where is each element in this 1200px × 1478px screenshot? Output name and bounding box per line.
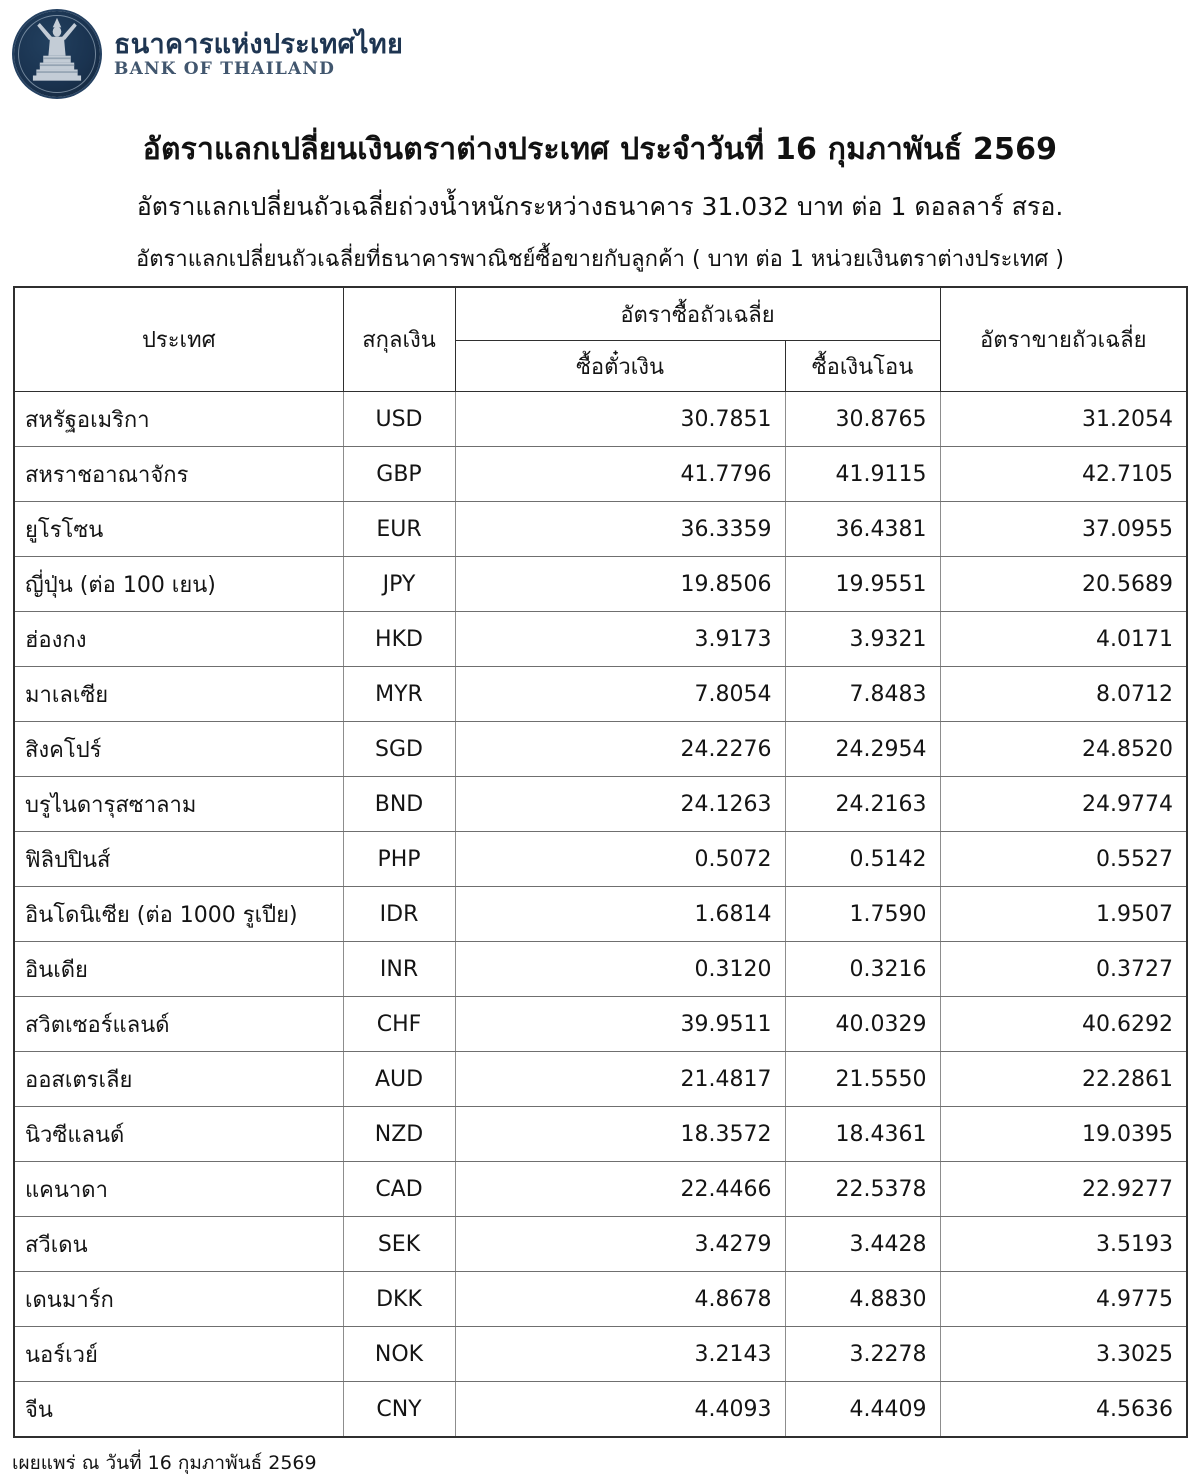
brand-name-english: BANK OF THAILAND xyxy=(114,58,336,79)
table-row xyxy=(14,392,1187,447)
cell-buying-transfer: 24.2954 xyxy=(785,722,940,777)
cell-buying-bill: 0.5072 xyxy=(455,832,785,887)
cell-buying-transfer: 3.4428 xyxy=(785,1217,940,1272)
cell-selling: 22.9277 xyxy=(940,1162,1187,1217)
published-date: เผยแพร่ ณ วันที่ 16 กุมภาพันธ์ 2569 xyxy=(12,1452,317,1474)
cell-buying-bill: 39.9511 xyxy=(455,997,785,1052)
cell-selling: 0.5527 xyxy=(940,832,1187,887)
table-row xyxy=(14,612,1187,667)
header-row-primary xyxy=(14,287,1187,341)
table-row xyxy=(14,832,1187,887)
cell-buying-transfer: 4.8830 xyxy=(785,1272,940,1327)
table-row xyxy=(14,722,1187,777)
cell-buying-bill: 3.2143 xyxy=(455,1327,785,1382)
cell-currency: AUD xyxy=(343,1052,455,1107)
table-row xyxy=(14,777,1187,832)
cell-selling: 42.7105 xyxy=(940,447,1187,502)
table-row xyxy=(14,1052,1187,1107)
cell-currency: CAD xyxy=(343,1162,455,1217)
cell-buying-transfer: 18.4361 xyxy=(785,1107,940,1162)
table-row xyxy=(14,1107,1187,1162)
cell-buying-bill: 4.4093 xyxy=(455,1382,785,1438)
cell-selling: 3.3025 xyxy=(940,1327,1187,1382)
cell-buying-bill: 3.9173 xyxy=(455,612,785,667)
column-header-buying-group: อัตราซื้อถัวเฉลี่ย xyxy=(455,287,940,341)
cell-buying-bill: 41.7796 xyxy=(455,447,785,502)
cell-country: อินเดีย xyxy=(14,942,343,997)
cell-buying-transfer: 3.9321 xyxy=(785,612,940,667)
exchange-rate-table xyxy=(13,286,1188,1438)
cell-buying-bill: 24.2276 xyxy=(455,722,785,777)
table-row xyxy=(14,1382,1187,1438)
cell-currency: HKD xyxy=(343,612,455,667)
table-row xyxy=(14,447,1187,502)
cell-buying-transfer: 21.5550 xyxy=(785,1052,940,1107)
brand-block xyxy=(114,28,404,79)
cell-buying-bill: 1.6814 xyxy=(455,887,785,942)
cell-currency: CNY xyxy=(343,1382,455,1438)
cell-selling: 40.6292 xyxy=(940,997,1187,1052)
table-body xyxy=(14,392,1187,1438)
cell-selling: 24.8520 xyxy=(940,722,1187,777)
cell-buying-transfer: 3.2278 xyxy=(785,1327,940,1382)
column-header-buying-transfer: ซื้อเงินโอน xyxy=(785,341,940,392)
bank-of-thailand-seal-icon xyxy=(14,11,100,97)
cell-currency: CHF xyxy=(343,997,455,1052)
table-row xyxy=(14,557,1187,612)
cell-buying-bill: 18.3572 xyxy=(455,1107,785,1162)
cell-country: นิวซีแลนด์ xyxy=(14,1107,343,1162)
cell-selling: 24.9774 xyxy=(940,777,1187,832)
cell-country: อินโดนิเซีย (ต่อ 1000 รูเปีย) xyxy=(14,887,343,942)
cell-selling: 22.2861 xyxy=(940,1052,1187,1107)
table-row xyxy=(14,1162,1187,1217)
cell-country: สหรัฐอเมริกา xyxy=(14,392,343,447)
cell-currency: NZD xyxy=(343,1107,455,1162)
cell-selling: 19.0395 xyxy=(940,1107,1187,1162)
cell-buying-bill: 19.8506 xyxy=(455,557,785,612)
cell-country: ฟิลิปปินส์ xyxy=(14,832,343,887)
cell-buying-bill: 30.7851 xyxy=(455,392,785,447)
cell-country: ญี่ปุ่น (ต่อ 100 เยน) xyxy=(14,557,343,612)
cell-selling: 31.2054 xyxy=(940,392,1187,447)
cell-selling: 1.9507 xyxy=(940,887,1187,942)
column-header-currency: สกุลเงิน xyxy=(343,287,455,392)
interbank-rate-subtitle: อัตราแลกเปลี่ยนถัวเฉลี่ยถ่วงน้ำหนักระหว่างธนาคาร 31.032 บาท ต่อ 1 ดอลลาร์ สรอ. xyxy=(136,192,1064,221)
cell-buying-transfer: 41.9115 xyxy=(785,447,940,502)
table-row xyxy=(14,887,1187,942)
cell-currency: USD xyxy=(343,392,455,447)
cell-country: จีน xyxy=(14,1382,343,1438)
cell-currency: NOK xyxy=(343,1327,455,1382)
cell-buying-transfer: 0.3216 xyxy=(785,942,940,997)
table-row xyxy=(14,942,1187,997)
cell-buying-bill: 3.4279 xyxy=(455,1217,785,1272)
cell-buying-transfer: 40.0329 xyxy=(785,997,940,1052)
cell-selling: 4.5636 xyxy=(940,1382,1187,1438)
table-row xyxy=(14,1327,1187,1382)
cell-currency: PHP xyxy=(343,832,455,887)
cell-buying-bill: 21.4817 xyxy=(455,1052,785,1107)
table-row xyxy=(14,997,1187,1052)
table-row xyxy=(14,502,1187,557)
column-header-buying-bill: ซื้อตั๋วเงิน xyxy=(455,341,785,392)
cell-buying-transfer: 22.5378 xyxy=(785,1162,940,1217)
cell-buying-transfer: 7.8483 xyxy=(785,667,940,722)
cell-selling: 20.5689 xyxy=(940,557,1187,612)
cell-country: มาเลเซีย xyxy=(14,667,343,722)
cell-buying-transfer: 19.9551 xyxy=(785,557,940,612)
cell-currency: DKK xyxy=(343,1272,455,1327)
cell-currency: SGD xyxy=(343,722,455,777)
cell-currency: SEK xyxy=(343,1217,455,1272)
cell-country: สิงคโปร์ xyxy=(14,722,343,777)
cell-buying-transfer: 36.4381 xyxy=(785,502,940,557)
cell-buying-bill: 36.3359 xyxy=(455,502,785,557)
masthead xyxy=(0,0,1200,100)
cell-country: ฮ่องกง xyxy=(14,612,343,667)
cell-buying-bill: 7.8054 xyxy=(455,667,785,722)
cell-buying-bill: 4.8678 xyxy=(455,1272,785,1327)
cell-country: สวิตเซอร์แลนด์ xyxy=(14,997,343,1052)
cell-buying-transfer: 4.4409 xyxy=(785,1382,940,1438)
cell-buying-transfer: 0.5142 xyxy=(785,832,940,887)
cell-currency: GBP xyxy=(343,447,455,502)
cell-currency: JPY xyxy=(343,557,455,612)
cell-selling: 0.3727 xyxy=(940,942,1187,997)
table-row xyxy=(14,1272,1187,1327)
cell-country: บรูไนดารุสซาลาม xyxy=(14,777,343,832)
exchange-rate-table-container xyxy=(0,276,1200,1438)
cell-country: เดนมาร์ก xyxy=(14,1272,343,1327)
table-row xyxy=(14,1217,1187,1272)
cell-selling: 3.5193 xyxy=(940,1217,1187,1272)
cell-buying-bill: 22.4466 xyxy=(455,1162,785,1217)
commercial-bank-rate-note: อัตราแลกเปลี่ยนถัวเฉลี่ยที่ธนาคารพาณิชย์ซื้อขายกับลูกค้า ( บาท ต่อ 1 หน่วยเงินตราต่างประเทศ ) xyxy=(136,247,1064,272)
cell-country: นอร์เวย์ xyxy=(14,1327,343,1382)
cell-buying-bill: 0.3120 xyxy=(455,942,785,997)
page-title: อัตราแลกเปลี่ยนเงินตราต่างประเทศ ประจำวันที่ 16 กุมภาพันธ์ 2569 xyxy=(142,132,1058,167)
cell-currency: IDR xyxy=(343,887,455,942)
cell-currency: MYR xyxy=(343,667,455,722)
cell-selling: 37.0955 xyxy=(940,502,1187,557)
cell-currency: INR xyxy=(343,942,455,997)
cell-buying-bill: 24.1263 xyxy=(455,777,785,832)
cell-selling: 4.9775 xyxy=(940,1272,1187,1327)
cell-country: สวีเดน xyxy=(14,1217,343,1272)
brand-name-thai: ธนาคารแห่งประเทศไทย xyxy=(114,28,404,60)
cell-country: ยูโรโซน xyxy=(14,502,343,557)
cell-currency: BND xyxy=(343,777,455,832)
cell-country: สหราชอาณาจักร xyxy=(14,447,343,502)
column-header-selling: อัตราขายถัวเฉลี่ย xyxy=(940,287,1187,392)
title-block xyxy=(0,100,1200,276)
cell-buying-transfer: 30.8765 xyxy=(785,392,940,447)
cell-selling: 4.0171 xyxy=(940,612,1187,667)
table-row xyxy=(14,667,1187,722)
column-header-country: ประเทศ xyxy=(14,287,343,392)
table-header xyxy=(14,287,1187,392)
cell-country: แคนาดา xyxy=(14,1162,343,1217)
cell-buying-transfer: 24.2163 xyxy=(785,777,940,832)
cell-buying-transfer: 1.7590 xyxy=(785,887,940,942)
cell-selling: 8.0712 xyxy=(940,667,1187,722)
cell-country: ออสเตรเลีย xyxy=(14,1052,343,1107)
cell-currency: EUR xyxy=(343,502,455,557)
